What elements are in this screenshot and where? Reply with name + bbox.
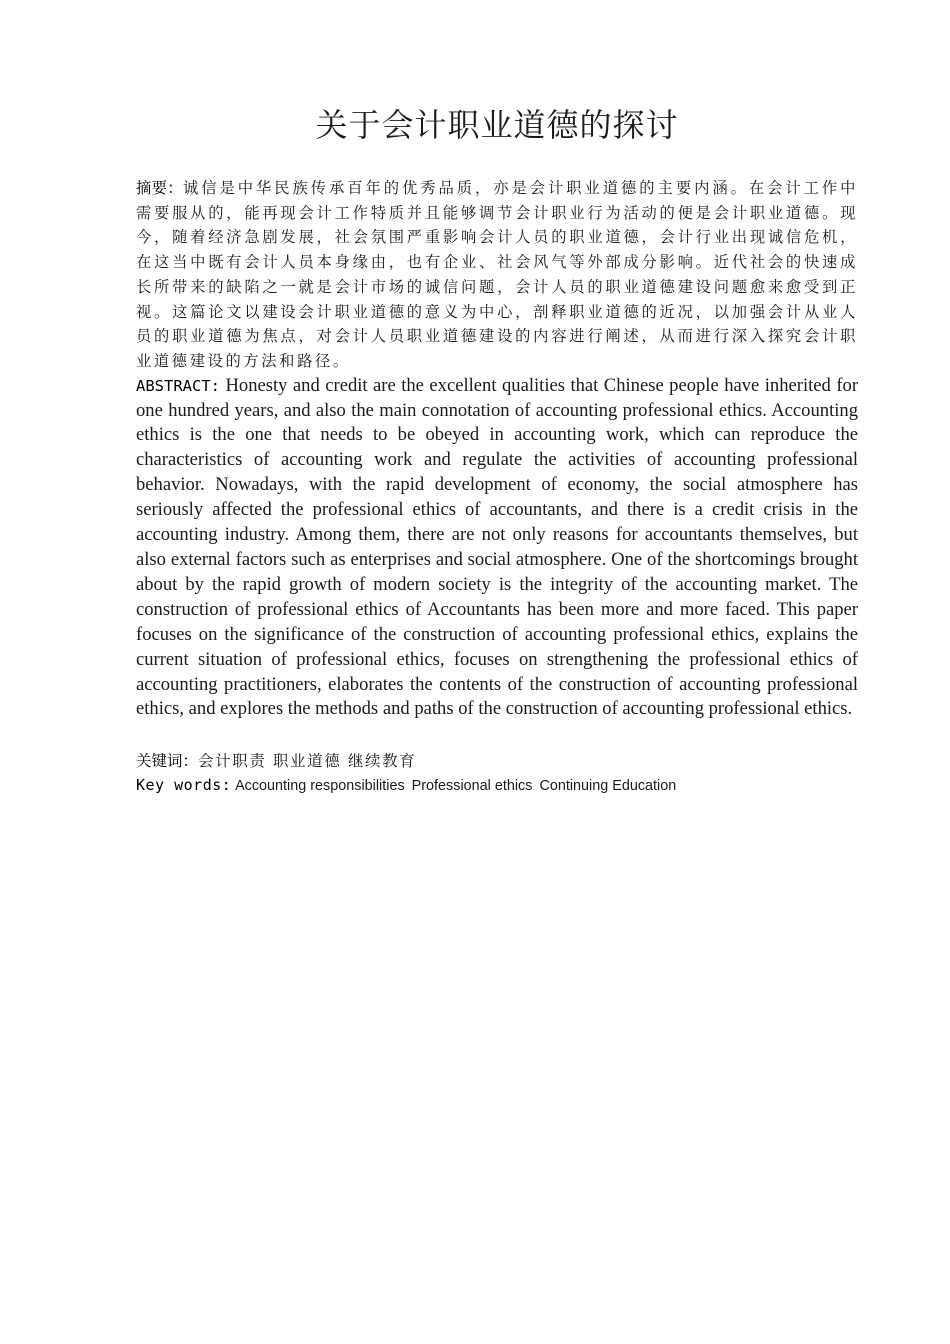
abstract-chinese-text: 诚信是中华民族传承百年的优秀品质，亦是会计职业道德的主要内涵。在会计工作中需要服从的，能再现会计工作特质并且能够调节会计职业行为活动的便是会计职业道德。现今，随着经济急剧发展，社会氛围严重影响会计人员的职业道德，会计行业出现诚信危机，在这当中既有会计人员本身缘由，也有企业、社会风气等外部成分影响。近代社会的快速成长所带来的缺陷之一就是会计市场的诚信问题，会计人员的职业道德建设问题愈来愈受到正视。这篇论文以建设会计职业道德的意义为中心，剖释职业道德的近况，以加强会计从业人员的职业道德为焦点，对会计人员职业道德建设的内容进行阐述，从而进行深入探究会计职业道德建设的方法和路径。	[136, 179, 858, 370]
keyword-english-item: Continuing Education	[539, 778, 677, 795]
keywords-chinese	[136, 749, 858, 773]
abstract-chinese	[136, 176, 858, 374]
keyword-chinese-item: 会计职责	[198, 752, 267, 771]
document-page	[136, 0, 858, 797]
keyword-chinese-item: 继续教育	[347, 752, 417, 771]
keywords-english-label: Key words:	[136, 776, 232, 795]
document-title: 关于会计职业道德的探讨	[315, 106, 679, 144]
abstract-chinese-label: 摘要：	[136, 179, 183, 197]
abstract-english	[136, 374, 858, 723]
keyword-chinese-item: 职业道德	[272, 752, 342, 771]
abstract-english-text: Honesty and credit are the excellent qualities that Chinese people have inherited for one hundred years, and also the main connotation of accounting professional ethics. Accounting ethics is the one that needs to be obeyed in accounting work, which can reproduce the characteristics of accounting work and regulate the activities of accounting professional behavior. Nowadays, with the rapid development of economy, the social atmosphere has seriously affected the professional ethics of accountants, and there is a credit crisis in the accounting industry. Among them, there are not only reasons for accountants themselves, but also external factors such as enterprises and social atmosphere. One of the shortcomings brought about by the rapid growth of modern society is the integrity of the accounting market. The construction of professional ethics of Accountants has been more and more faced. This paper focuses on the significance of the construction of accounting professional ethics, explains the current situation of professional ethics, focuses on strengthening the professional ethics of accounting practitioners, elaborates the contents of the construction of accounting professional ethics, and explores the methods and paths of the construction of accounting professional ethics.	[136, 374, 859, 720]
keywords-chinese-label: 关键词：	[136, 752, 199, 771]
keyword-english-item: Accounting responsibilities	[235, 778, 405, 795]
keyword-english-item: Professional ethics	[411, 778, 533, 795]
abstract-english-label: ABSTRACT:	[136, 376, 220, 395]
keywords-english	[136, 774, 858, 797]
